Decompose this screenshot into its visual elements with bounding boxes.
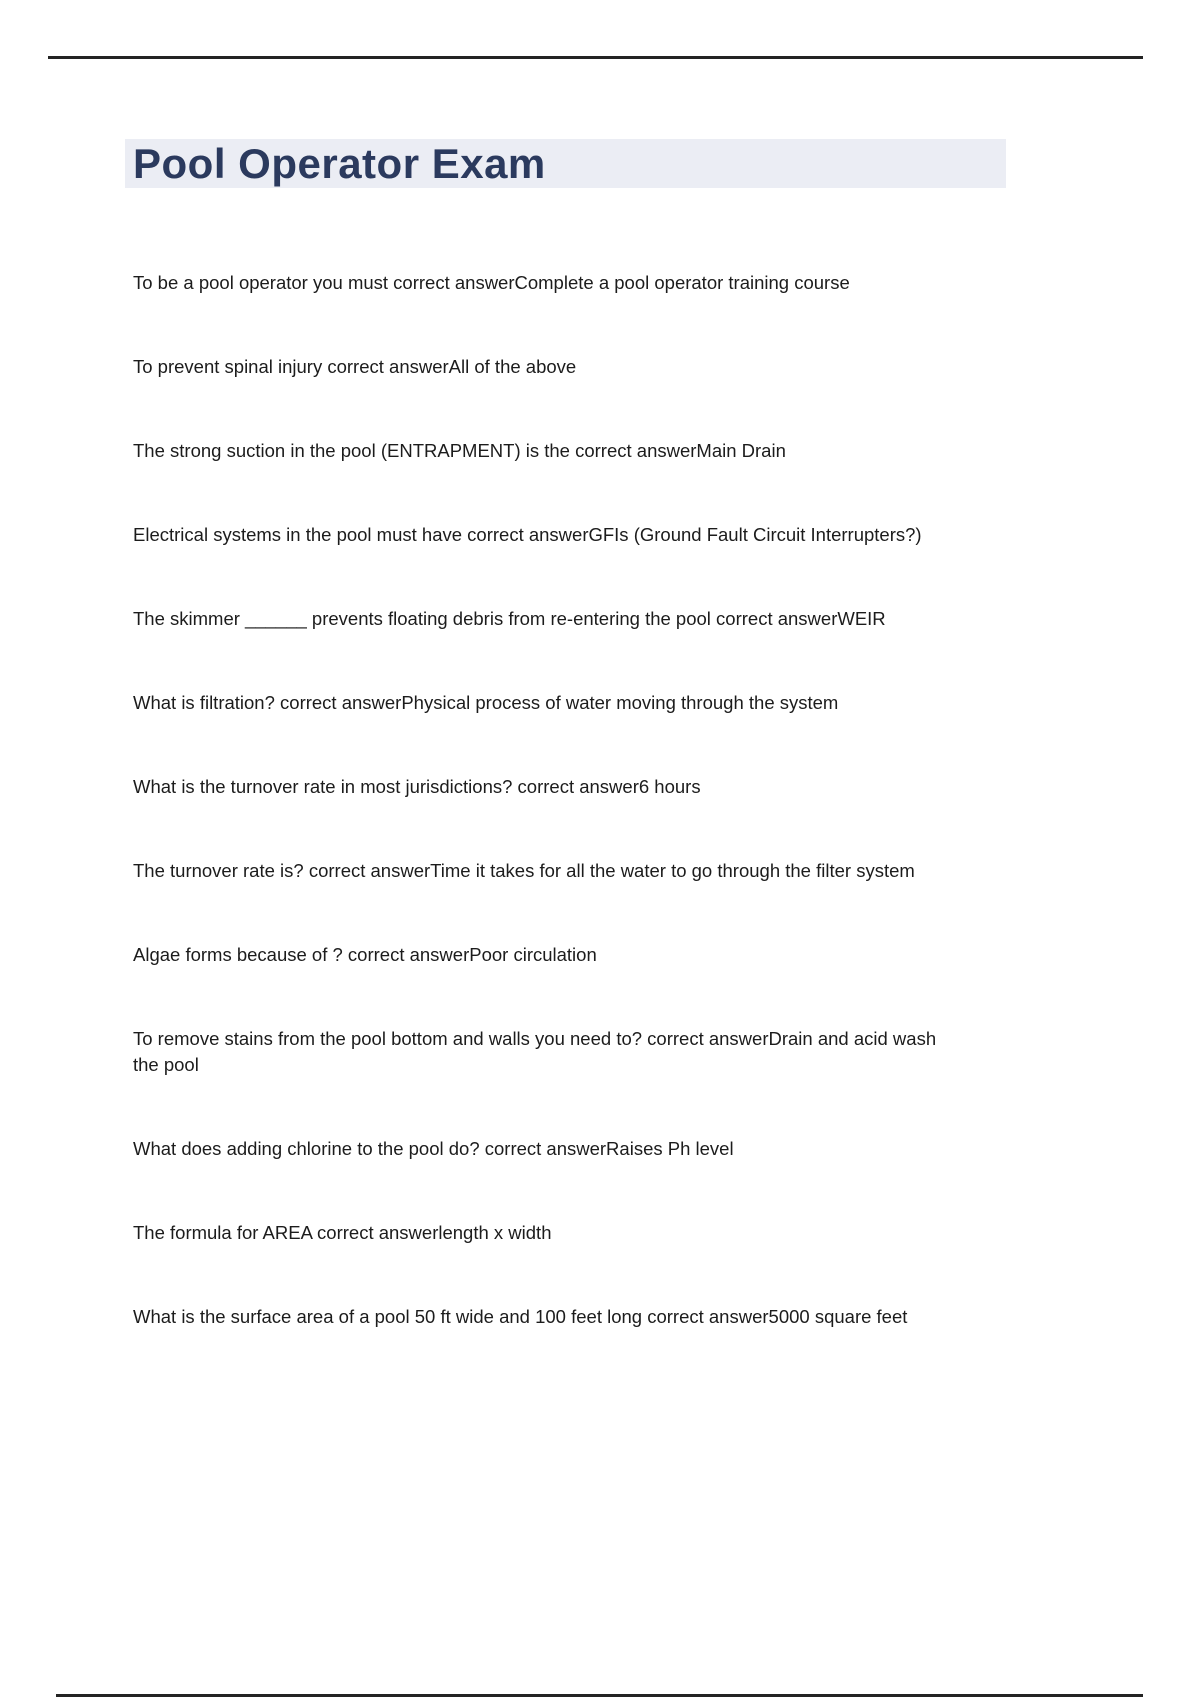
question-item: What is the surface area of a pool 50 ft wide and 100 feet long correct answer5000 square feet	[133, 1306, 908, 1327]
question-item: Electrical systems in the pool must have correct answerGFIs (Ground Fault Circuit Interrupters?)	[133, 524, 922, 545]
question-item: The strong suction in the pool (ENTRAPMENT) is the correct answerMain Drain	[133, 440, 786, 461]
question-item: To remove stains from the pool bottom and walls you need to? correct answerDrain and acid wash the pool	[133, 1028, 937, 1075]
question-item: What is the turnover rate in most jurisdictions? correct answer6 hours	[133, 776, 701, 797]
question-item: The turnover rate is? correct answerTime it takes for all the water to go through the filter system	[133, 860, 915, 881]
page-title: Pool Operator Exam	[133, 140, 546, 187]
question-item: What does adding chlorine to the pool do? correct answerRaises Ph level	[133, 1138, 734, 1159]
question-item: What is filtration? correct answerPhysical process of water moving through the system	[133, 692, 839, 713]
question-item: To prevent spinal injury correct answerAll of the above	[133, 356, 577, 377]
question-item: To be a pool operator you must correct answerComplete a pool operator training course	[133, 272, 850, 293]
question-item: The formula for AREA correct answerlength x width	[133, 1222, 552, 1243]
title-bar	[125, 139, 1006, 188]
question-list	[133, 270, 965, 1388]
bottom-divider	[56, 1694, 1143, 1697]
question-item: Algae forms because of ? correct answerPoor circulation	[133, 944, 597, 965]
question-item: The skimmer ______ prevents floating debris from re-entering the pool correct answerWEIR	[133, 608, 886, 629]
top-divider	[48, 56, 1143, 59]
